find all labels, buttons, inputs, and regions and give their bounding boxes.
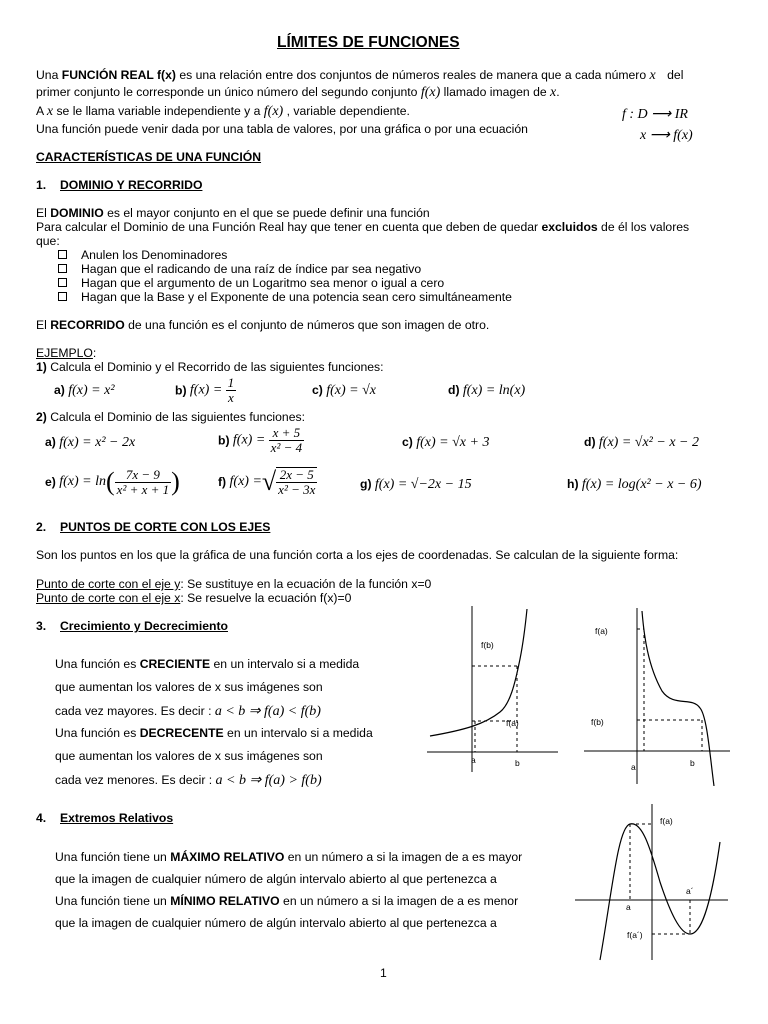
q2-item-b: b) f(x) = $\frac{x + 5}{\text{x² − 4}}$ [218, 425, 303, 455]
dominio-que: que: [36, 234, 60, 248]
decreasing-function-graph [582, 606, 732, 786]
q1-item-d: d) f(x) = ln(x) [448, 383, 526, 398]
checkbox-bullet-icon [58, 278, 67, 287]
minimo-line-1: Una función tiene un MÍNIMO RELATIVO en un número a si la imagen de a es menor [55, 894, 519, 908]
function-mapping-1: f : D ⟶ IR [622, 107, 688, 122]
checkbox-bullet-icon [58, 264, 67, 273]
q2-item-h: h) f(x) = log(x² − x − 6) [567, 477, 702, 492]
graph1-fb-label: f(b) [481, 640, 494, 650]
dominio-def: El DOMINIO es el mayor conjunto en el que se puede definir una función [36, 206, 430, 220]
q2-item-f: f) f(x) =√ $\frac{2x - 5}{\text{x² − 3x}}$ [218, 467, 316, 497]
maximo-line-1: Una función tiene un MÁXIMO RELATIVO en un número a si la imagen de a es mayor [55, 850, 523, 864]
graph3-fa-label: f(a) [660, 816, 673, 826]
q2-item-e: e) f(x) = ln( $\frac{7x - 9}{\text{x² + x + 1}}$ ) [45, 466, 180, 497]
increasing-function-graph [425, 604, 560, 774]
section-2-number: 2. [36, 520, 47, 534]
graph3-fa-prime-label: f(a´) [627, 930, 643, 940]
recorrido-def: El RECORRIDO de una función es el conjunto de números que son imagen de otro. [36, 318, 490, 332]
ejemplo-label: EJEMPLO: [36, 346, 97, 360]
maximo-line-2: que la imagen de cualquier número de algún intervalo abierto al que pertenezca a [55, 872, 497, 886]
graph2-fa-label: f(a) [595, 626, 608, 636]
section-1-number: 1. [36, 178, 47, 192]
q2-item-g: g) f(x) = √−2x − 15 [360, 477, 472, 492]
section-3-heading: Crecimiento y Decrecimiento [60, 619, 228, 633]
question-2: 2) Calcula el Dominio de las siguientes funciones: [36, 410, 305, 424]
relative-extrema-graph [570, 802, 730, 962]
question-1: 1) Calcula el Dominio y el Recorrido de las siguientes funciones: [36, 360, 384, 374]
list-item: Anulen los Denominadores [58, 248, 227, 262]
section-heading-caracteristicas: CARACTERÍSTICAS DE UNA FUNCIÓN [36, 150, 262, 164]
section-4-heading: Extremos Relativos [60, 811, 174, 825]
graph2-a-label: a [631, 762, 636, 772]
section-4-number: 4. [36, 811, 47, 825]
graph2-b-label: b [690, 758, 695, 768]
intro-line-2: primer conjunto le corresponde un único número del segundo conjunto f(x) llamado imagen de x. [36, 85, 560, 100]
list-item: Hagan que el radicando de una raíz de índice par sea negativo [58, 262, 421, 276]
decreciente-line-1: Una función es DECRECENTE en un intervalo si a medida [55, 726, 373, 740]
graph1-a-label: a [471, 755, 476, 765]
q2-item-d: d) f(x) = √x² − x − 2 [584, 435, 699, 450]
section-3-number: 3. [36, 619, 47, 633]
decreciente-line-2: que aumentan los valores de x sus imágenes son [55, 749, 323, 763]
section-2-heading: PUNTOS DE CORTE CON LOS EJES [60, 520, 271, 534]
intro-line-4: Una función puede venir dada por una tabla de valores, por una gráfica o por una ecuación [36, 122, 528, 136]
q1-item-c: c) f(x) = √x [312, 383, 377, 398]
creciente-line-3: cada vez mayores. Es decir : a < b ⇒ f(a) < f(b) [55, 704, 321, 719]
function-mapping-2: x ⟶ f(x) [640, 128, 693, 143]
graph1-fa-label: f(a) [506, 718, 519, 728]
section-1-heading: DOMINIO Y RECORRIDO [60, 178, 203, 192]
graph1-b-label: b [515, 758, 520, 768]
graph3-a-label: a [626, 902, 631, 912]
list-item: Hagan que el argumento de un Logaritmo sea menor o igual a cero [58, 276, 444, 290]
list-item: Hagan que la Base y el Exponente de una potencia sean cero simultáneamente [58, 290, 512, 304]
checkbox-bullet-icon [58, 250, 67, 259]
dominio-calc: Para calcular el Dominio de una Función Real hay que tener en cuenta que deben de quedar excluidos de él los valores [36, 220, 690, 234]
minimo-line-2: que la imagen de cualquier número de algún intervalo abierto al que pertenezca a [55, 916, 497, 930]
decreciente-line-3: cada vez menores. Es decir : a < b ⇒ f(a) > f(b) [55, 773, 322, 788]
q1-item-b: b) f(x) = $\frac{1}{x}$ [175, 375, 235, 405]
intro-line-3: A x se le llama variable independiente y a f(x) , variable dependiente. [36, 104, 410, 119]
creciente-line-2: que aumentan los valores de x sus imágenes son [55, 680, 323, 694]
creciente-line-1: Una función es CRECIENTE en un intervalo si a medida [55, 657, 360, 671]
checkbox-bullet-icon [58, 292, 67, 301]
page-number: 1 [380, 966, 387, 980]
intro-line-1: Una FUNCIÓN REAL f(x) es una relación entre dos conjuntos de números reales de manera que a cada número x del [36, 68, 684, 83]
graph3-a-prime-label: a´ [686, 886, 694, 896]
corte-eje-x: Punto de corte con el eje x: Se resuelve la ecuación f(x)=0 [36, 591, 352, 605]
corte-eje-y: Punto de corte con el eje y: Se sustituye en la ecuación de la función x=0 [36, 577, 432, 591]
puntos-corte-def: Son los puntos en los que la gráfica de una función corta a los ejes de coordenadas. Se calculan de la siguiente forma: [36, 548, 679, 562]
q2-item-c: c) f(x) = √x + 3 [402, 435, 490, 450]
q1-item-a: a) f(x) = x² [54, 383, 115, 398]
q2-item-a: a) f(x) = x² − 2x [45, 435, 136, 450]
page-title: LÍMITES DE FUNCIONES [277, 34, 460, 51]
graph2-fb-label: f(b) [591, 717, 604, 727]
